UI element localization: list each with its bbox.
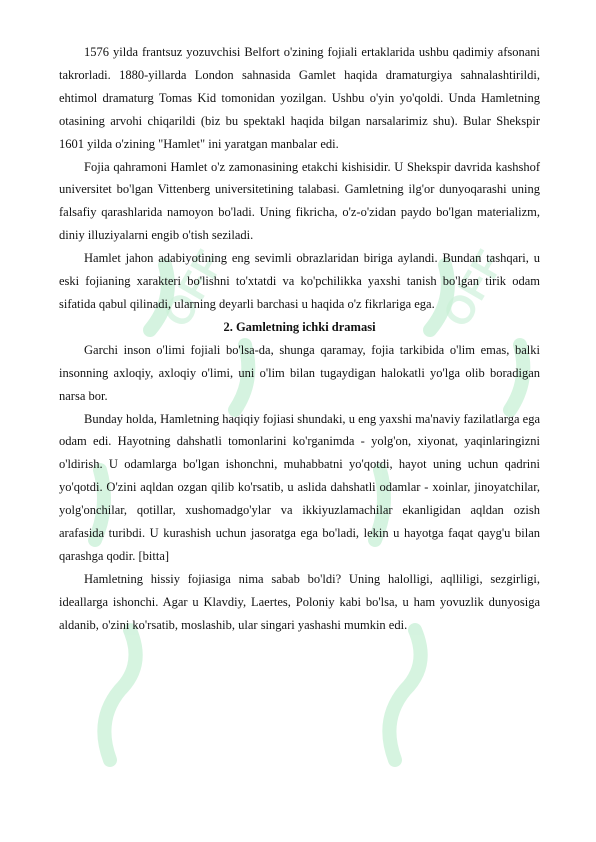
watermark-text-left: OFF (154, 243, 233, 335)
paragraph-1: 1576 yilda frantsuz yozuvchisi Belfort o'zining fojiali ertaklarida ushbu qadimiy afsonani takrorladi. 1880-yillarda London sahnasida Gamlet haqida dramaturgiya sahnalashtirildi, ehtimol dramaturg Tomas Kid tomonidan yozilgan. Ushbu o'yin yo'qoldi. Unda Hamletning otasining arvohi chiqarildi (biz bu spektakl haqida bilgan narsalarimiz shu). Bular Shekspir 1601 yilda o'zining "Hamlet" ini yaratgan manbalar edi. (59, 45, 540, 151)
paragraph-3: Hamlet jahon adabiyotining eng sevimli obrazlaridan biriga aylandi. Bundan tashqari, u eski fojianing xarakteri bo'lishni to'xtatdi va ko'pchilikka yaxshi tanish bo'lgan tirik odam sifatida qabul qilinadi, ularning deyarli barchasi u haqida o'z fikrlariga ega. (59, 251, 540, 311)
section-heading: 2. Gamletning ichki dramasi (223, 319, 376, 334)
paragraph-4: Garchi inson o'limi fojiali bo'lsa-da, shunga qaramay, fojia tarkibida o'lim emas, balki insonning axloqiy, axloqiy o'limi, uni o'lim bilan tugaydigan halokatli yo'lga olib boradigan narsa bor. (59, 342, 540, 403)
watermark-text-right: OFF (434, 243, 513, 335)
paragraph-6: Hamletning hissiy fojiasiga nima sabab bo'ldi? Uning halolligi, aqlliligi, sezgirligi, ideallarga ishonchi. Agar u Klavdiy, Laertes, Poloniy kabi bo'lsa, u ham yovuzlik dunyosiga aldanib, o'zini ko'rsatib, moslashib, ular singari yashashi mumkin edi. (59, 571, 540, 632)
paragraph-5: Bunday holda, Hamletning haqiqiy fojiasi shundaki, u eng yaxshi ma'naviy fazilatlarga ega odam edi. Hayotning dahshatli tomonlarini ko'rganimda - yolg'on, xiyonat, yaqinlaringizni o'ldirish. U odamlarga bo'lgan ishonchni, muhabbatni yo'qotdi, hayot uning uchun qadrini yo'qotdi. O'zini aqldan ozgan qilib ko'rsatib, u aslida dahshatli odamlar - xoinlar, jinoyatchilar, yolg'onchilar, qotillar, xushomadgo'ylar va ikkiyuzlamachilar ekanligidan aqldan ozish arafasida turibdi. U kurashish uchun jasoratga ega bo'ladi, lekin u hayotga faqat qayg'u bilan qarashga qodir. [bitta] (59, 411, 540, 563)
paragraph-2: Fojia qahramoni Hamlet o'z zamonasining etakchi kishisidir. U Shekspir davrida kashshof universitet bo'lgan Vittenberg universitetining talabasi. Gamletning ilg'or dunyoqarashi uning falsafiy qarashlarida namoyon bo'ladi. Uning fikricha, o'z-o'zidan paydo bo'lgan materializm, diniy illuziyalarni engib o'tish seziladi. (59, 159, 540, 243)
document-body (59, 41, 540, 637)
